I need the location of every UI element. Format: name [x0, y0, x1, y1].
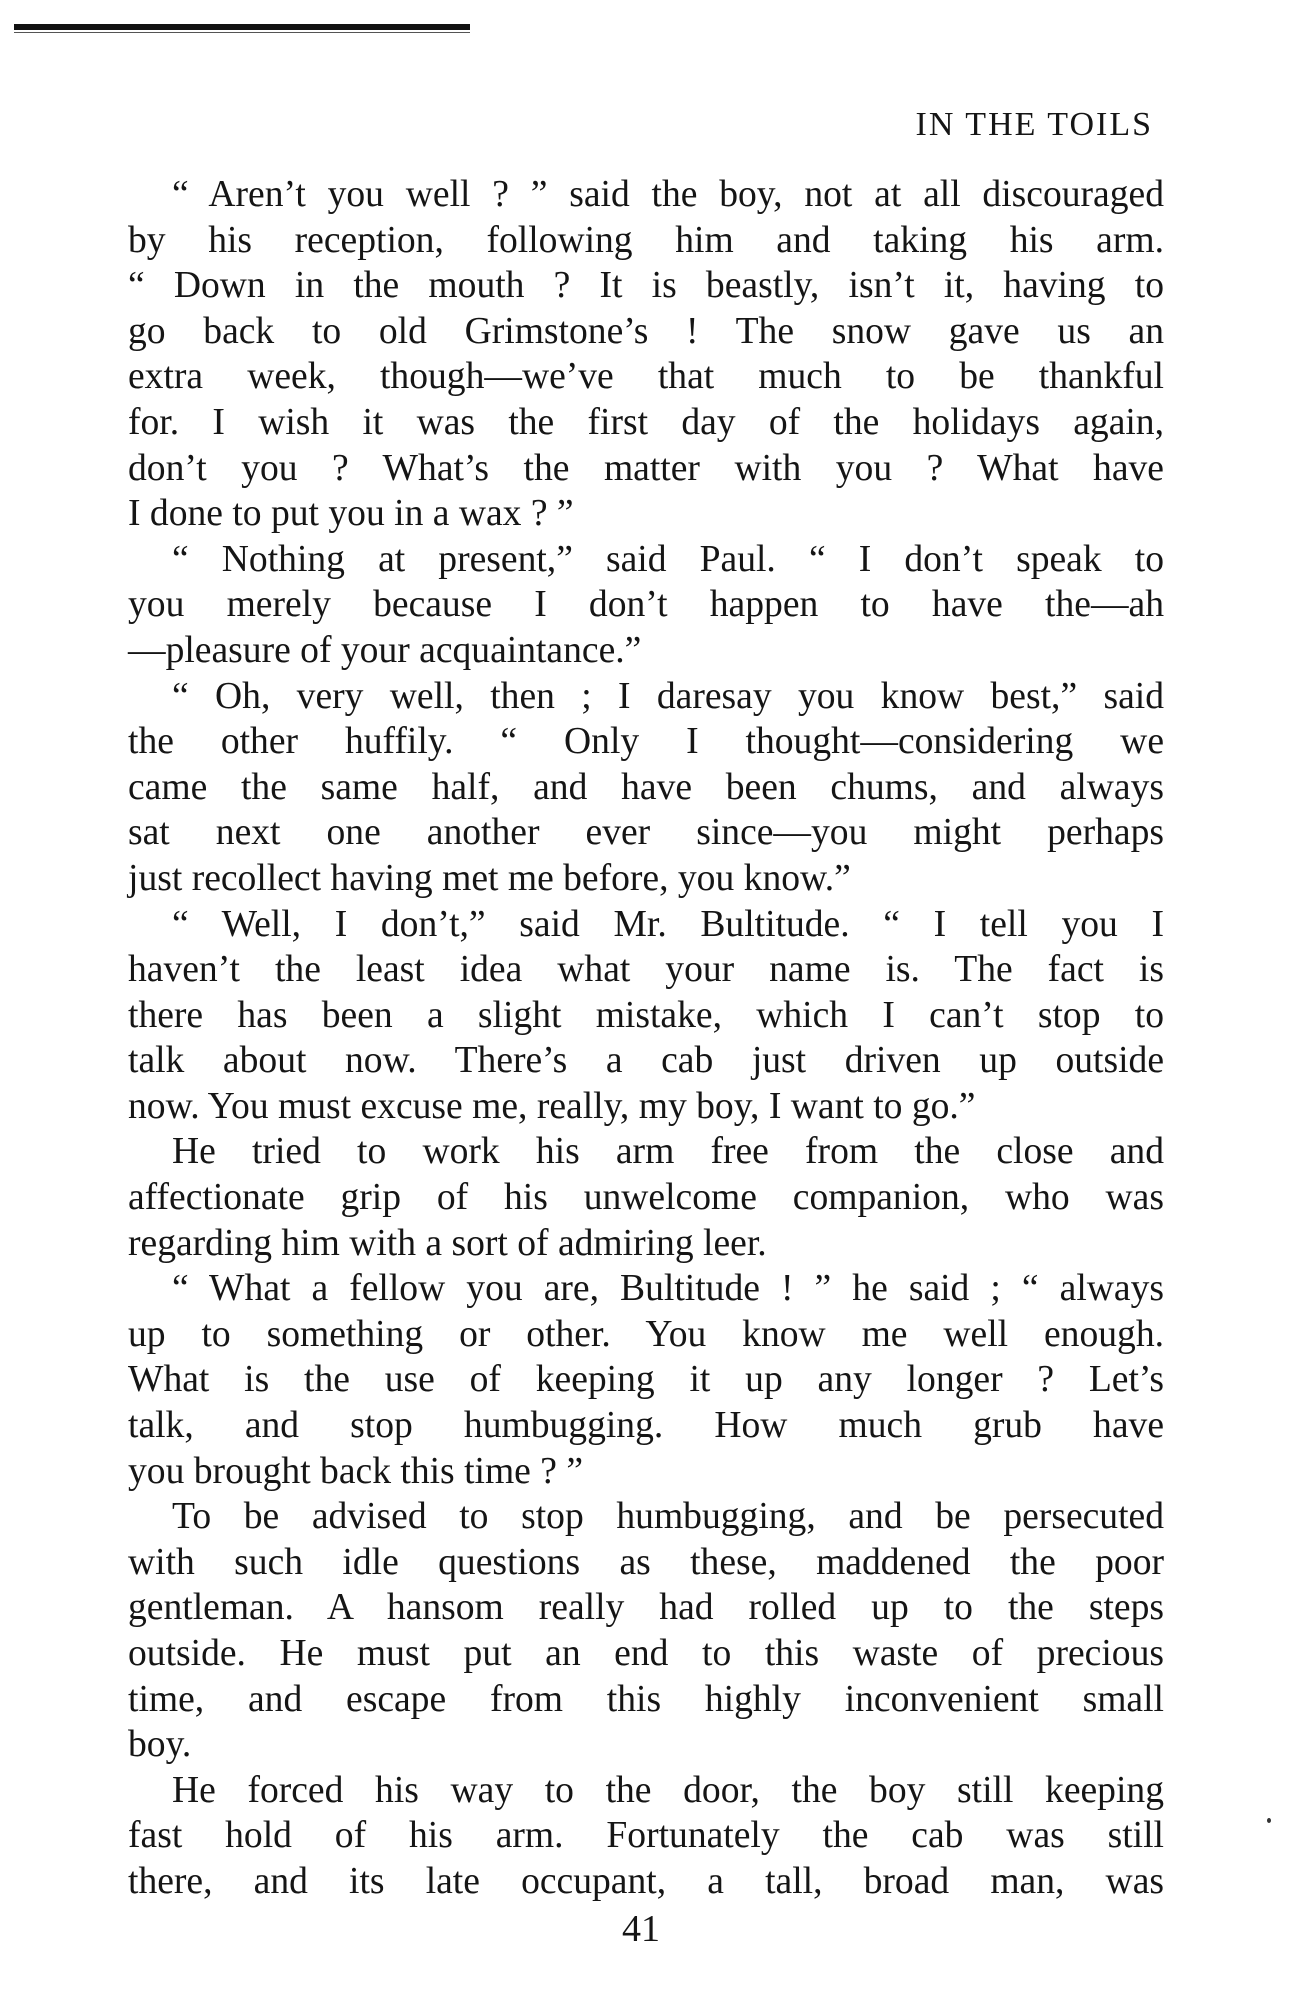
text-line: To be advised to stop humbugging, and be persecuted	[172, 1496, 1164, 1538]
body-text	[128, 172, 1164, 1905]
text-line: talk, and stop humbugging. How much grub have	[128, 1405, 1164, 1447]
text-line: you brought back this time ? ”	[128, 1450, 584, 1492]
margin-speck	[1267, 1818, 1271, 1823]
text-line: don’t you ? What’s the matter with you ? What have	[128, 447, 1164, 489]
text-line: gentleman. A hansom really had rolled up to the steps	[128, 1587, 1164, 1629]
text-line: sat next one another ever since—you might perhaps	[128, 812, 1164, 854]
top-rule	[14, 24, 470, 34]
running-head: IN THE TOILS	[915, 106, 1153, 143]
text-line: with such idle questions as these, maddened the poor	[128, 1541, 1164, 1583]
text-line: He tried to work his arm free from the close and	[172, 1131, 1164, 1173]
text-line: affectionate grip of his unwelcome companion, who was	[128, 1177, 1164, 1219]
text-line: He forced his way to the door, the boy still keeping	[172, 1769, 1164, 1811]
text-line: for. I wish it was the first day of the holidays again,	[128, 401, 1164, 443]
text-line: now. You must excuse me, really, my boy, I want to go.”	[128, 1085, 976, 1127]
text-line: haven’t the least idea what your name is. The fact is	[128, 949, 1164, 991]
text-line: boy.	[128, 1724, 192, 1766]
text-line: time, and escape from this highly inconvenient small	[128, 1678, 1164, 1720]
text-line: there has been a slight mistake, which I can’t stop to	[128, 994, 1164, 1036]
text-line: “ Oh, very well, then ; I daresay you know best,” said	[172, 675, 1164, 717]
text-line: extra week, though—we’ve that much to be thankful	[128, 356, 1164, 398]
text-line: there, and its late occupant, a tall, broad man, was	[128, 1860, 1164, 1902]
text-line: “ Well, I don’t,” said Mr. Bultitude. “ I tell you I	[172, 903, 1164, 945]
text-line: you merely because I don’t happen to have the—ah	[128, 584, 1164, 626]
text-line: fast hold of his arm. Fortunately the cab was still	[128, 1815, 1164, 1857]
text-line: I done to put you in a wax ? ”	[128, 493, 574, 535]
text-line: “ What a fellow you are, Bultitude ! ” he said ; “ always	[172, 1268, 1164, 1310]
text-line: “ Nothing at present,” said Paul. “ I don’t speak to	[172, 538, 1164, 580]
text-line: regarding him with a sort of admiring leer.	[128, 1222, 767, 1264]
text-line: go back to old Grimstone’s ! The snow gave us an	[128, 310, 1164, 352]
text-line: —pleasure of your acquaintance.”	[128, 629, 642, 671]
text-line: the other huffily. “ Only I thought—considering we	[128, 721, 1164, 763]
text-line: “ Aren’t you well ? ” said the boy, not at all discouraged	[172, 174, 1164, 215]
page-number: 41	[622, 1908, 660, 1950]
text-line: just recollect having met me before, you know.”	[128, 857, 851, 899]
text-line: came the same half, and have been chums, and always	[128, 766, 1164, 808]
text-line: up to something or other. You know me well enough.	[128, 1313, 1164, 1355]
text-line: outside. He must put an end to this waste of precious	[128, 1633, 1164, 1674]
text-line: talk about now. There’s a cab just driven up outside	[128, 1040, 1164, 1082]
text-line: “ Down in the mouth ? It is beastly, isn’t it, having to	[128, 265, 1164, 307]
text-line: What is the use of keeping it up any longer ? Let’s	[128, 1359, 1164, 1401]
text-line: by his reception, following him and taking his arm.	[128, 219, 1164, 261]
